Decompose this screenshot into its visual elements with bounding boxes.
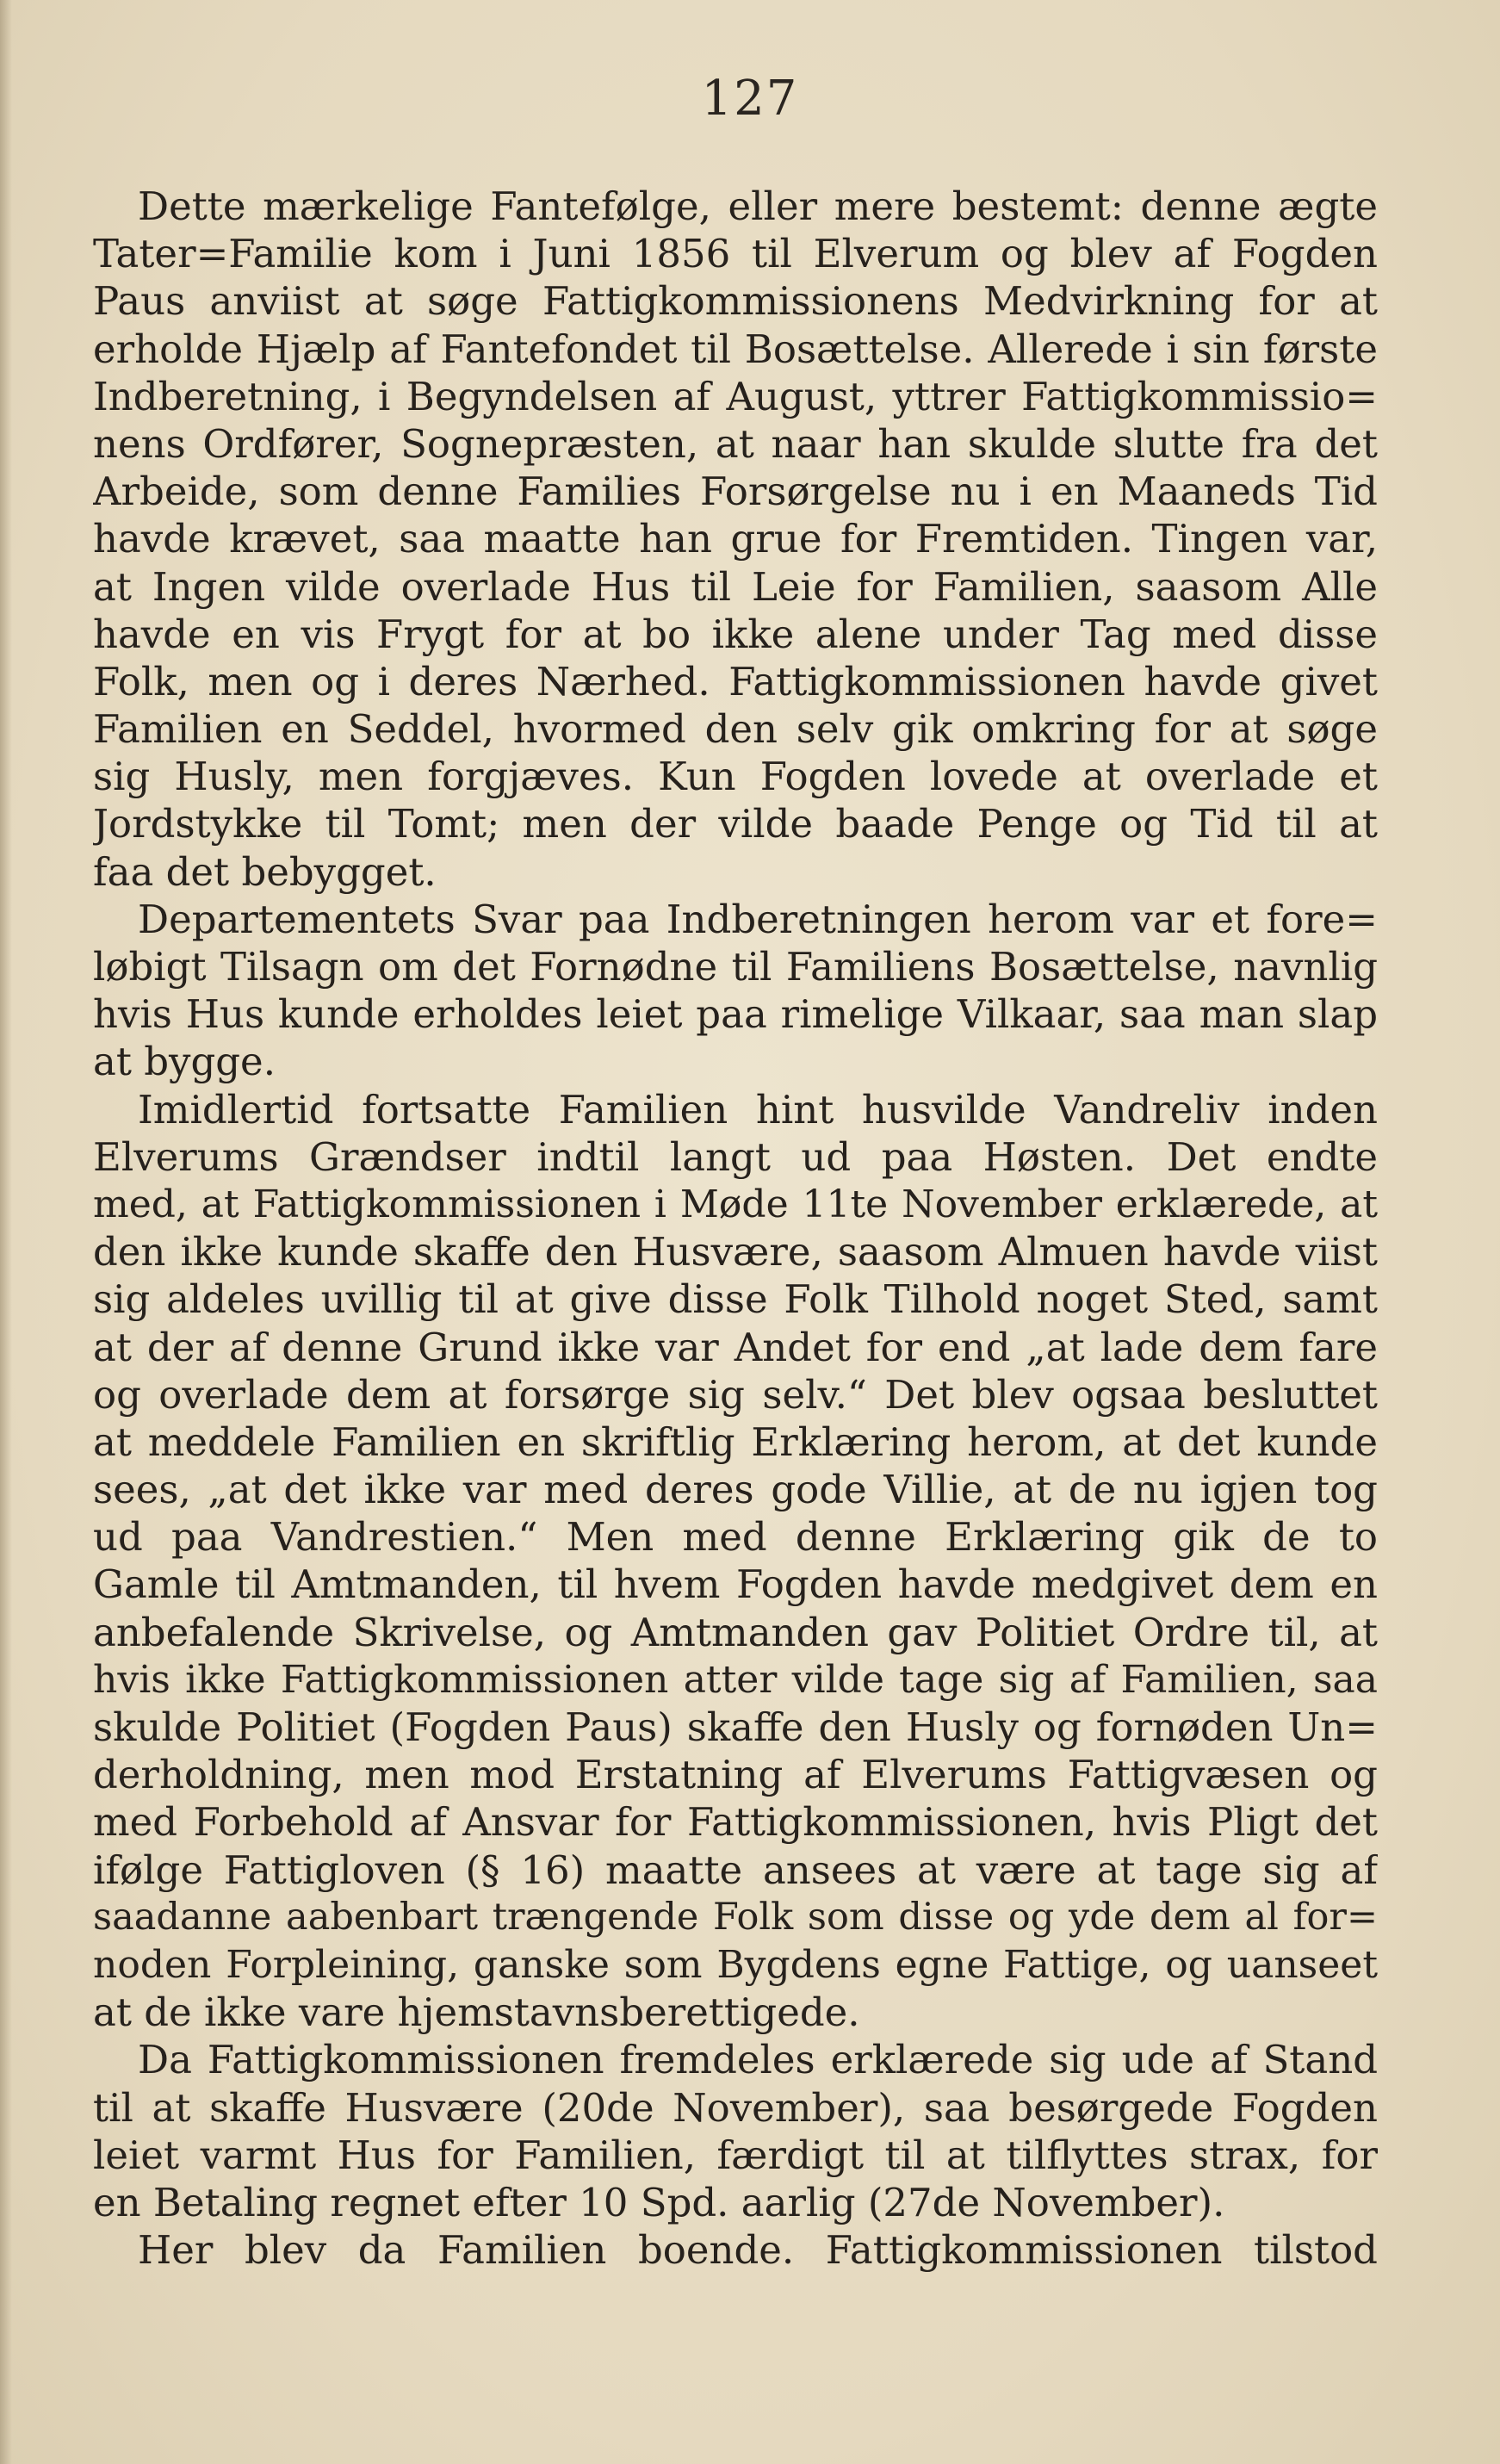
text-line: Tater=Familie kom i Juni 1856 til Elverum og blev af Fogden [93,231,1378,277]
text-line: skulde Politiet (Fogden Paus) skaffe den Husly og fornøden Un= [93,1704,1378,1750]
text-line: sig Husly, men forgjæves. Kun Fogden lovede at overlade et [93,754,1378,800]
text-line: løbigt Tilsagn om det Fornødne til Familiens Bosættelse, navnlig [93,944,1378,990]
text-line: med, at Fattigkommissionen i Møde 11te November erklærede, at [93,1182,1378,1226]
text-line: nens Ordfører, Sognepræsten, at naar han skulde slutte fra det [93,420,1378,467]
text-line: hvis ikke Fattigkommissionen atter vilde tage sig af Familien, saa [93,1657,1378,1702]
text-line: derholdning, men mod Erstatning af Elverums Fattigvæsen og [93,1752,1378,1798]
text-line: Arbeide, som denne Families Forsørgelse nu i en Maaneds Tid [93,469,1378,515]
text-line: til at skaffe Husvære (20de November), saa besørgede Fogden [93,2084,1378,2131]
text-line: Paus anviist at søge Fattigkommissionens Medvirkning for at [93,278,1378,325]
page-number: 127 [701,71,799,127]
text-line: erholde Hjælp af Fantefondet til Bosættelse. Allerede i sin første [93,326,1378,372]
text-line: noden Forpleining, ganske som Bygdens egne Fattige, og uanseet [93,1942,1378,1987]
text-line: at der af denne Grund ikke var Andet for end „at lade dem fare [93,1324,1378,1370]
text-line: at meddele Familien en skriftlig Erklæring herom, at det kunde [93,1418,1378,1465]
text-line: havde en vis Frygt for at bo ikke alene under Tag med disse [93,611,1378,657]
text-line: Folk, men og i deres Nærhed. Fattigkommissionen havde givet [93,658,1378,704]
text-line: med Forbehold af Ansvar for Fattigkommissionen, hvis Pligt det [93,1799,1378,1846]
text-line: Gamle til Amtmanden, til hvem Fogden havde medgivet dem en [93,1561,1378,1608]
text-line: Jordstykke til Tomt; men der vilde baade Penge og Tid til at [93,801,1378,847]
text-line: Dette mærkelige Fantefølge, eller mere bestemt: denne ægte [138,183,1378,229]
text-line: Familien en Seddel, hvormed den selv gik omkring for at søge [93,706,1378,753]
text-line: en Betaling regnet efter 10 Spd. aarlig (27de November). [93,2179,1225,2225]
text-line: at Ingen vilde overlade Hus til Leie for Familien, saasom Alle [93,563,1378,610]
text-line: leiet varmt Hus for Familien, færdigt til at tilflyttes strax, for [93,2132,1378,2178]
text-line: saadanne aabenbart trængende Folk som disse og yde dem al for= [93,1895,1378,1939]
text-line: Indberetning, i Begyndelsen af August, yttrer Fattigkommissio= [93,373,1378,419]
text-line: anbefalende Skrivelse, og Amtmanden gav Politiet Ordre til, at [93,1609,1378,1655]
text-line: ud paa Vandrestien.“ Men med denne Erklæring gik de to [93,1514,1378,1561]
text-line: Imidlertid fortsatte Familien hint husvilde Vandreliv inden [138,1086,1378,1133]
text-line: Departementets Svar paa Indberetningen herom var et fore= [138,896,1378,942]
text-line: sig aldeles uvillig til at give disse Folk Tilhold noget Sted, samt [93,1276,1378,1323]
text-line: og overlade dem at forsørge sig selv.“ Det blev ogsaa besluttet [93,1371,1378,1418]
text-line: Her blev da Familien boende. Fattigkommissionen tilstod [138,2227,1378,2274]
text-line: Da Fattigkommissionen fremdeles erklærede sig ude af Stand [138,2037,1378,2083]
text-line: sees, „at det ikke var med deres gode Villie, at de nu igjen tog [93,1467,1378,1513]
text-line: den ikke kunde skaffe den Husvære, saasom Almuen havde viist [93,1229,1378,1275]
text-line: hvis Hus kunde erholdes leiet paa rimelige Vilkaar, saa man slap [93,991,1378,1038]
text-line: Elverums Grændser indtil langt ud paa Høsten. Det endte [93,1133,1378,1180]
text-line: havde krævet, saa maatte han grue for Fremtiden. Tingen var, [93,516,1378,562]
body-text [93,183,1378,2274]
page-edge-shadow [0,0,12,2464]
text-line: ifølge Fattigloven (§ 16) maatte ansees at være at tage sig af [93,1846,1378,1893]
text-line: at bygge. [93,1039,276,1085]
text-line: faa det bebygget. [93,848,437,895]
text-line: at de ikke vare hjemstavnsberettigede. [93,1989,860,2036]
